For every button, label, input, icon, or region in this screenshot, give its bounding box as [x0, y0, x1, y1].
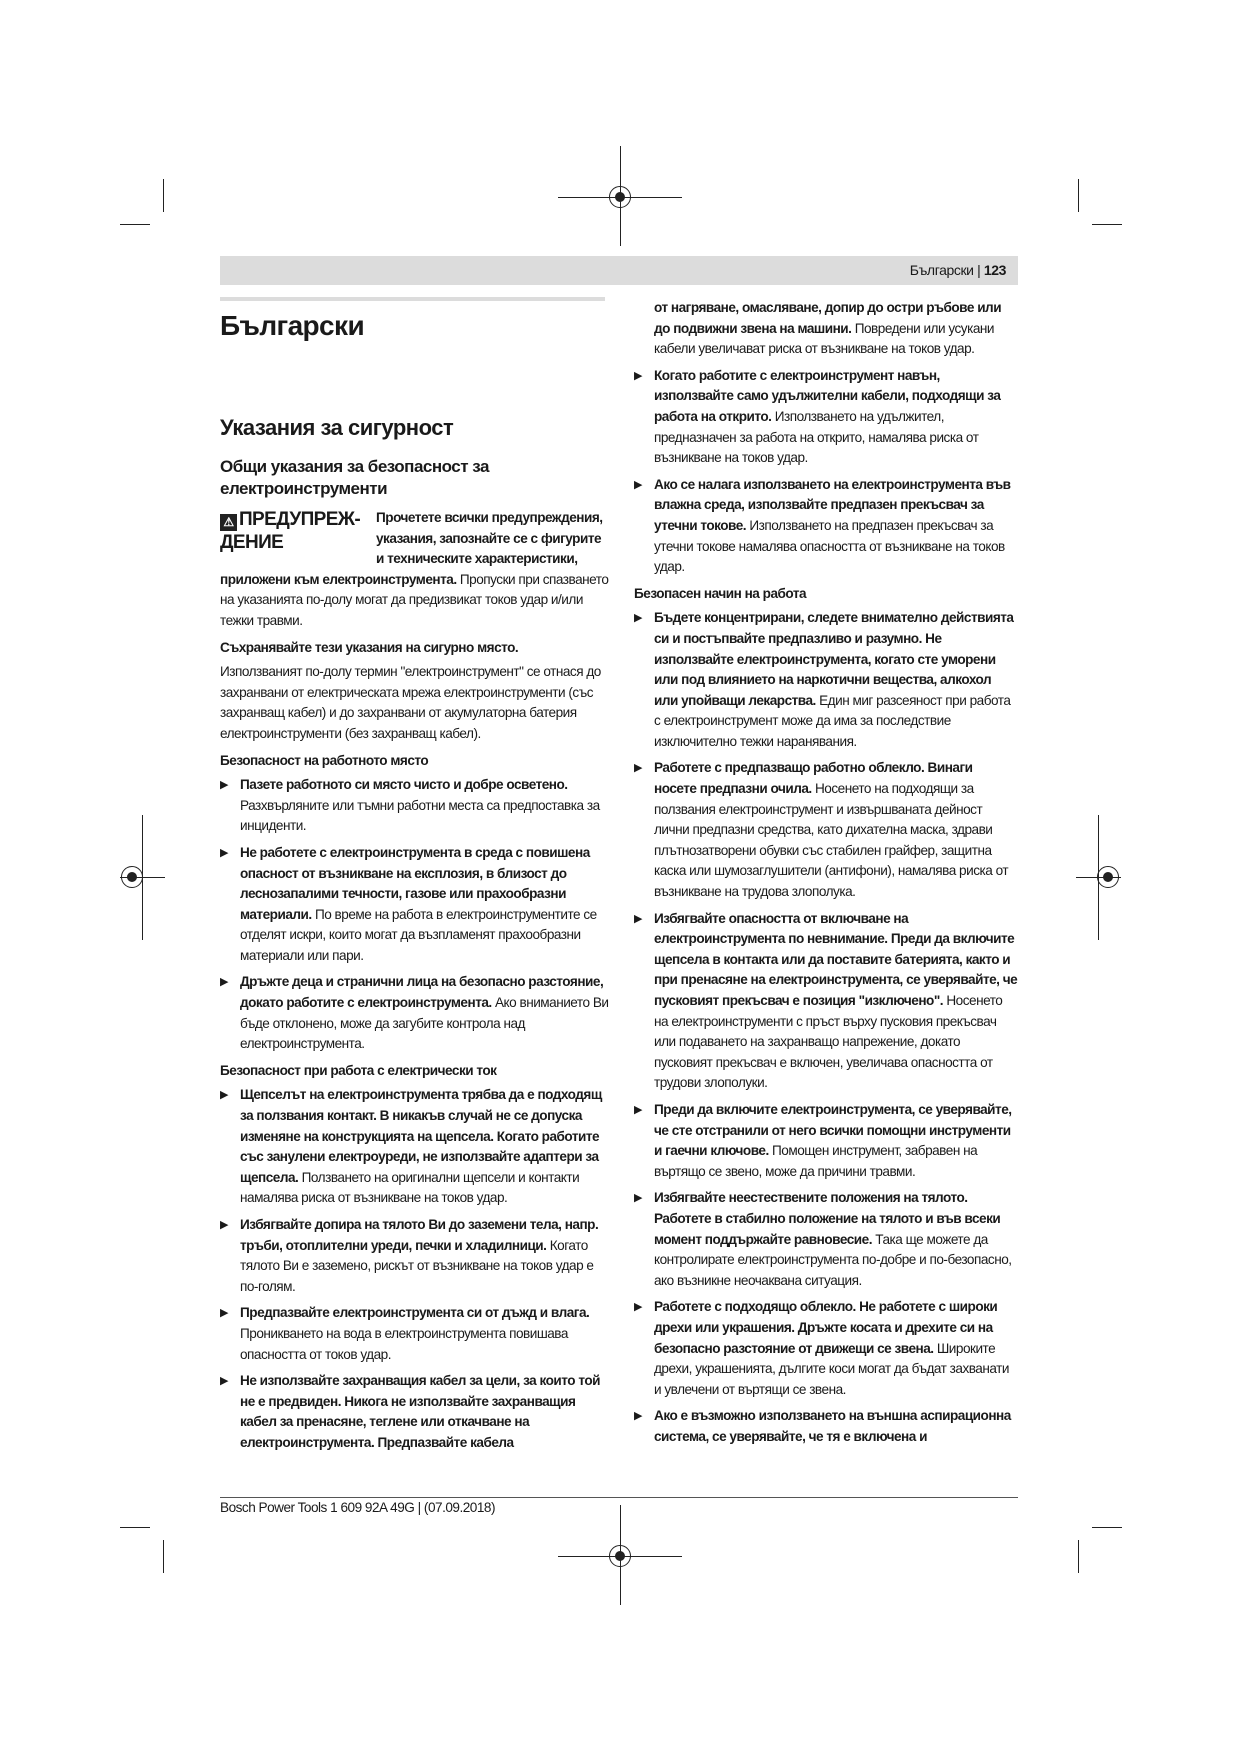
keep-instructions: Съхранявайте тези указания на сигурно място.: [220, 639, 519, 655]
divider: [220, 297, 605, 301]
bullet-icon: ▶: [634, 1103, 642, 1116]
item-text: Проникването на вода в електроинструмента повишава опасността от токов удар.: [240, 1325, 568, 1362]
registration-mark-icon: [609, 186, 631, 208]
item-bold: Работете с предпазващо работно облекло. Винаги носете предпазни очила.: [654, 760, 973, 797]
bullet-icon: ▶: [634, 369, 642, 382]
item-text: Повредени или усукани кабели увеличават риска от възникване на токов удар.: [654, 320, 995, 357]
item-text: Ползването на оригинални щепсели и контакти намалява риска от възникване на токов удар.: [240, 1169, 580, 1206]
crop-mark: [1078, 179, 1079, 212]
page-header: Български | 123: [220, 256, 1018, 285]
crop-mark: [120, 224, 150, 225]
list: [634, 366, 1018, 578]
list-item: [634, 758, 1018, 902]
list-item: [634, 475, 1018, 578]
item-text: Разхвърляните или тъмни работни места са предпоставка за инциденти.: [240, 797, 600, 834]
footer-divider: [220, 1497, 1018, 1498]
footer-text: Bosch Power Tools 1 609 92A 49G | (07.09.2018): [220, 1500, 496, 1515]
item-text: По време на работа в електроинструментите се отделят искри, които могат да възпламенят прахообразни материали или пари.: [240, 906, 597, 963]
bullet-icon: ▶: [634, 612, 642, 625]
bullet-icon: ▶: [220, 976, 228, 989]
item-bold: Предпазвайте електроинструмента си от дъжд и влага.: [240, 1305, 590, 1321]
crop-mark: [1078, 1540, 1079, 1573]
bullet-icon: ▶: [220, 1089, 228, 1102]
item-bold: Преди да включите електроинструмента, се уверявайте, че сте отстранили от него всички помощни инструменти и гаечни ключове.: [654, 1101, 1012, 1159]
list-item: [634, 608, 1018, 752]
list-item: [220, 843, 609, 967]
bullet-icon: ▶: [634, 478, 642, 491]
bullet-icon: ▶: [634, 1410, 642, 1423]
list: [634, 608, 1018, 1447]
item-bold: Бъдете концентрирани, следете внимателно действията си и постъпвайте предпазливо и разумно. Не използвайте електроинструмента, когато сте уморени или под влиянието на наркотични вещества, алкохол или упойващи лекарства.: [654, 610, 1014, 708]
item-bold: Избягвайте опасността от включване на електроинструмента по невнимание. Преди да включите щепсела в контакта или да поставите батерията, както и при пренасяне на електроинструмента, се уверявайте, че пусковият прекъсвач е позиция "изключено".: [654, 910, 1018, 1008]
bullet-icon: ▶: [634, 912, 642, 925]
item-bold: Дръжте деца и странични лица на безопасно разстояние, докато работите с електроинструмента.: [240, 974, 604, 1011]
list-item: [634, 1406, 1018, 1447]
list-item: [220, 1085, 609, 1209]
item-bold: Не използвайте захранващия кабел за цели, за които той не е предвиден. Никога не използвайте захранващия кабел за пренасяне, теглене или откачване на електроинструмента. Предпазвайте кабела: [240, 1373, 600, 1450]
item-text: Използването на удължител, предназначен за работа на открито, намалява риска от възникване на токов удар.: [654, 408, 979, 466]
item-bold: Ако е възможно използването на външна аспирационна система, се уверявайте, че тя е включена и: [654, 1408, 1011, 1444]
list-item: [634, 1297, 1018, 1400]
item-bold: Работете с подходящо облекло. Не работете с широки дрехи или украшения. Дръжте косата и дрехите си на безопасно разстояние от движещи се звена.: [654, 1299, 998, 1356]
registration-mark-icon: [609, 1545, 631, 1567]
item-bold: Ако се налага използването на електроинструмента във влажна среда, използвайте предпазен прекъсвач за утечни токове.: [654, 476, 1011, 533]
item-text: Широките дрехи, украшенията, дългите коси могат да бъдат захванати и увлечени от въртящи се звена.: [654, 1340, 1009, 1397]
list: [220, 1085, 609, 1453]
item-bold: Избягвайте неестествените положения на тялото. Работете в стабилно положение на тялото и във всеки момент поддържайте равновесие.: [654, 1190, 1001, 1247]
left-column: [220, 308, 609, 1460]
intro-paragraph: Използваният по-долу термин "електроинструмент" се отнася до захранвани от електрическата мрежа електроинструменти (със захранващ кабел) и до захранвани от акумулаторна батерия електроинструменти (без захранващ кабел).: [220, 664, 601, 741]
left-sections: [220, 751, 609, 1454]
subsection-heading: Общи указания за безопасност за електроинструменти: [220, 457, 489, 498]
item-text: Носенето на подходящи за ползвания електроинструмент и извършваната дейност лични предпазни средства, като дихателна маска, здрави плътнозатворени обувки със стабилен грайфер, защитна каска или шумозаглушители (антифони), намалява риска от възникване на трудова злополука.: [654, 781, 1009, 900]
item-text: Ако вниманието Ви бъде отклонено, може да загубите контрола над електроинструмента.: [240, 995, 609, 1052]
bullet-icon: ▶: [220, 1219, 228, 1231]
crop-mark: [163, 179, 164, 212]
bullet-icon: ▶: [634, 762, 642, 775]
crop-mark: [163, 1540, 164, 1573]
warning-bold: Прочетете всички предупреждения, указания, запознайте се с фигурите и техническите характеристики, приложени към електроинструмента.: [220, 510, 603, 587]
warning-block: [220, 508, 609, 632]
item-bold: Избягвайте допира на тялото Ви до заземени тела, напр. тръби, отоплителни уреди, печки и хладилници.: [240, 1217, 599, 1253]
list-item: [634, 1100, 1018, 1182]
warning-label: ПРЕДУПРЕЖ-ДЕНИЕ: [220, 509, 361, 553]
subheading: Безопасен начин на работа: [634, 585, 807, 601]
list-item: [220, 1371, 609, 1453]
bullet-icon: ▶: [220, 779, 228, 792]
item-text: Когато тялото Ви е заземено, рискът от възникване на токов удар е по-голям.: [240, 1237, 594, 1294]
warning-text: Пропуски при спазването на указанията по-долу могат да предизвикат токов удар и/или тежки травми.: [220, 571, 609, 628]
item-bold: Пазете работното си място чисто и добре осветено.: [240, 777, 568, 793]
list-item: [220, 1215, 609, 1297]
list-item: [220, 775, 609, 837]
list-item-continuation: [634, 298, 1018, 360]
subheading: Безопасност при работа с електрически ток: [220, 1062, 497, 1078]
subheading: Безопасност на работното място: [220, 752, 429, 768]
list: [220, 775, 609, 1055]
item-text: Носенето на електроинструменти с пръст върху пусковия прекъсвач или подаването на захранващо напрежение, докато пусковият прекъсвач е включен, увеличава опасността от трудови злополуки.: [654, 993, 1003, 1091]
bullet-icon: ▶: [220, 1307, 228, 1320]
bullet-icon: ▶: [220, 1375, 228, 1388]
bullet-icon: ▶: [634, 1301, 642, 1314]
warning-icon: ⚠: [220, 514, 237, 531]
item-text: Използването на предпазен прекъсвач за утечни токове намалява опасността от възникване на токов удар.: [654, 517, 1005, 575]
crop-mark: [120, 1527, 150, 1528]
header-section: Български: [909, 262, 974, 278]
section-heading: Указания за сигурност: [220, 415, 454, 440]
list-item: [634, 1188, 1018, 1291]
crop-mark: [1092, 1527, 1122, 1528]
item-text: Помощен инструмент, забравен на въртящо се звено, може да причини травми.: [654, 1143, 978, 1179]
list-item: [220, 1303, 609, 1365]
registration-mark-icon: [121, 866, 143, 888]
list-item: [220, 972, 609, 1054]
item-bold: Не работете с електроинструмента в среда с повишена опасност от възникване на експлозия, в близост до леснозапалими течности, газове или прахообразни материали.: [240, 844, 590, 922]
page-title: Български: [220, 310, 365, 341]
list-item: [634, 909, 1018, 1094]
item-text: Един миг разсеяност при работа с електроинструмент може да има за последствие изключително тежки наранявания.: [654, 692, 1011, 749]
bullet-icon: ▶: [220, 846, 228, 859]
right-column: [634, 298, 1018, 1453]
bullet-icon: ▶: [634, 1192, 642, 1205]
item-bold: Когато работите с електроинструмент навън, използвайте само удължителни кабели, подходящи за работа на открито.: [654, 367, 1001, 424]
registration-mark-icon: [1097, 866, 1119, 888]
item-bold: от нагряване, омасляване, допир до остри ръбове или до подвижни звена на машини.: [654, 300, 1002, 336]
item-text: Така ще можете да контролирате електроинструмента по-добре и по-безопасно, ако възникне неочаквана ситуация.: [654, 1231, 1012, 1288]
item-bold: Щепселът на електроинструмента трябва да е подходящ за ползвания контакт. В никакъв случай не се допуска изменяне на конструкцията на щепсела. Когато работите със занулени електроуреди, не използвайте адаптери за щепсела.: [240, 1087, 602, 1185]
list-item: [634, 366, 1018, 469]
crop-mark: [1092, 224, 1122, 225]
page-number: 123: [983, 262, 1006, 278]
